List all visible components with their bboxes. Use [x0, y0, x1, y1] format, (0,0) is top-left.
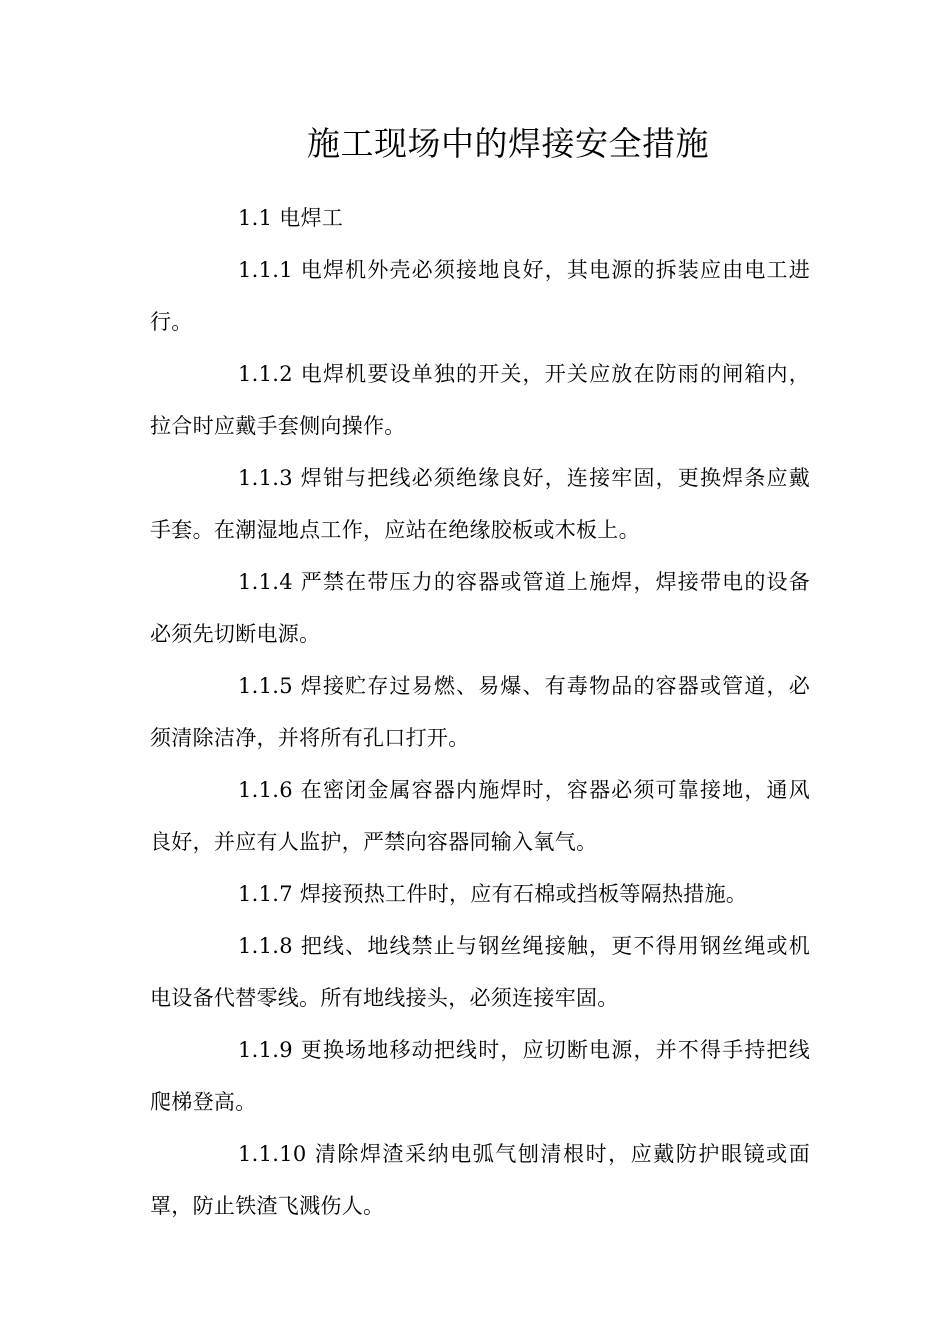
paragraph-1-1-9: 1.1.9 更换场地移动把线时，应切断电源，并不得手持把线爬梯登高。 — [150, 1038, 810, 1114]
paragraph-1-1-7: 1.1.7 焊接预热工件时，应有石棉或挡板等隔热措施。 — [238, 882, 748, 906]
paragraph-1-1-2: 1.1.2 电焊机要设单独的开关，开关应放在防雨的闸箱内，拉合时应戴手套侧向操作。 — [150, 362, 810, 438]
paragraph-1-1-6: 1.1.6 在密闭金属容器内施焊时，容器必须可靠接地，通风良好，并应有人监护，严禁向容器同输入氧气。 — [150, 778, 810, 854]
paragraph-1-1-5: 1.1.5 焊接贮存过易燃、易爆、有毒物品的容器或管道，必须清除洁净，并将所有孔口打开。 — [150, 674, 810, 750]
paragraph-1-1-4: 1.1.4 严禁在带压力的容器或管道上施焊，焊接带电的设备必须先切断电源。 — [150, 570, 810, 646]
paragraph-1-1-8: 1.1.8 把线、地线禁止与钢丝绳接触，更不得用钢丝绳或机电设备代替零线。所有地线接头，必须连接牢固。 — [150, 934, 810, 1010]
paragraph-1-1-1: 1.1.1 电焊机外壳必须接地良好，其电源的拆装应由电工进行。 — [150, 258, 810, 334]
document-body — [150, 192, 810, 1232]
paragraph-1-1-3: 1.1.3 焊钳与把线必须绝缘良好，连接牢固，更换焊条应戴手套。在潮湿地点工作，应站在绝缘胶板或木板上。 — [150, 466, 810, 542]
document-title: 施工现场中的焊接安全措施 — [307, 124, 709, 163]
paragraph-1-1-10: 1.1.10 清除焊渣采纳电弧气刨清根时，应戴防护眼镜或面罩，防止铁渣飞溅伤人。 — [150, 1142, 810, 1218]
section-heading: 1.1 电焊工 — [238, 206, 344, 230]
